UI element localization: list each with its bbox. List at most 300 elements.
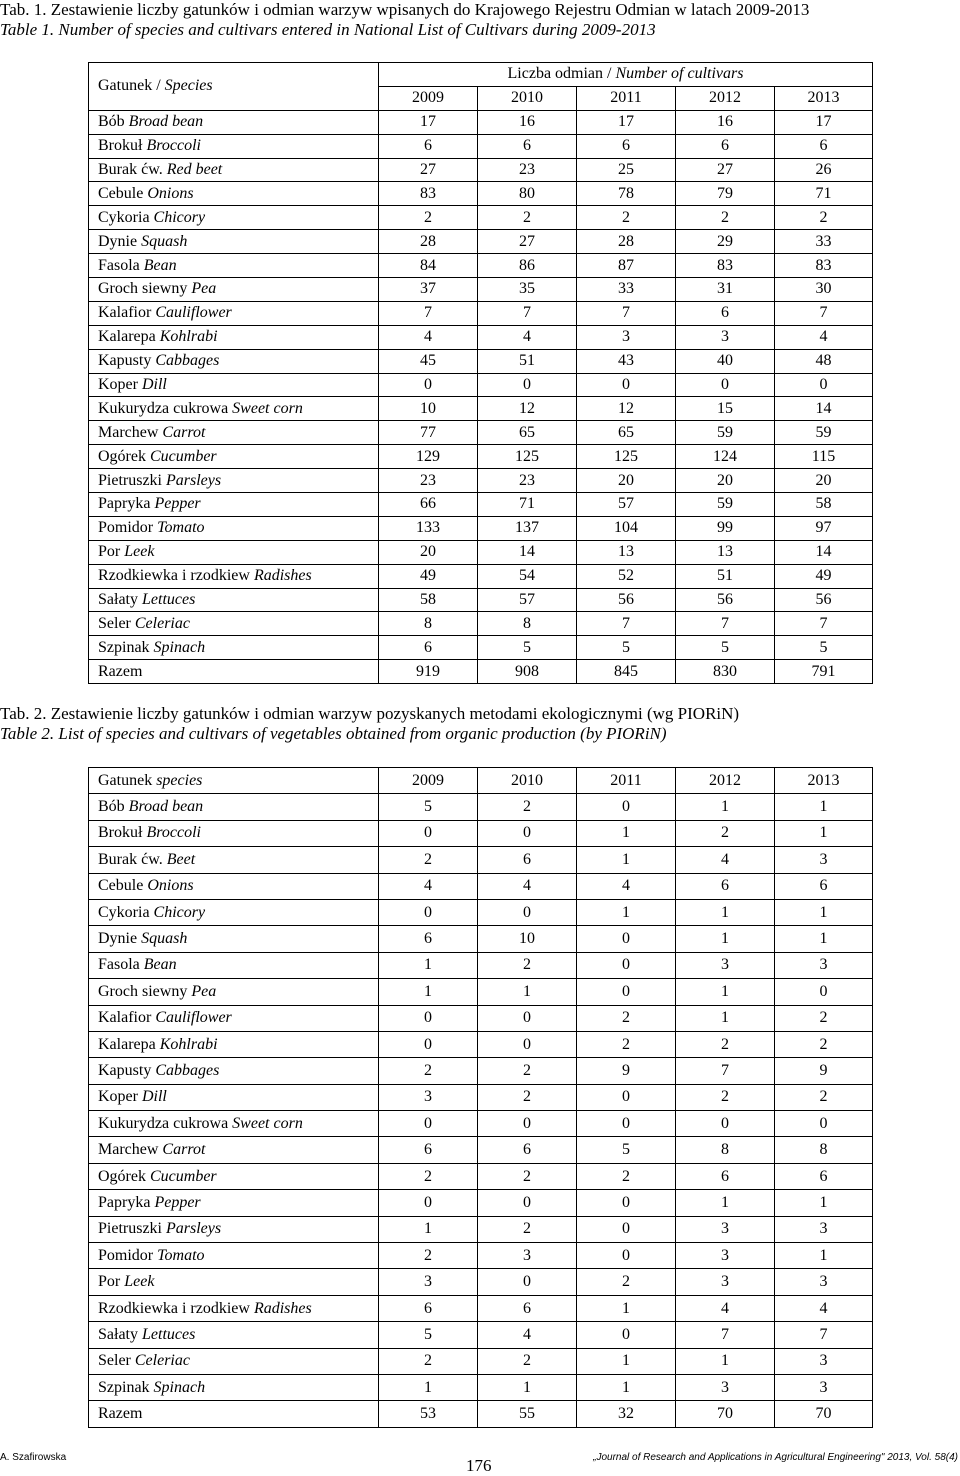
value-cell: 1 [577, 1295, 676, 1321]
value-cell: 23 [478, 158, 577, 182]
value-cell: 57 [478, 588, 577, 612]
value-cell: 0 [577, 952, 676, 978]
value-cell: 1 [775, 899, 873, 925]
species-name-pl: Bób [98, 113, 129, 131]
species-cell [89, 979, 379, 1005]
value-cell: 2 [478, 1348, 577, 1374]
species-name-pl: Kukurydza cukrowa [98, 1114, 233, 1132]
value-cell: 8 [775, 1137, 873, 1163]
value-cell: 1 [775, 926, 873, 952]
value-cell: 70 [676, 1401, 775, 1427]
species-name-en: Broad bean [128, 113, 204, 131]
species-name-en: Squash [141, 232, 188, 250]
species-name-en: Cabbages [155, 1061, 220, 1079]
table-row [89, 926, 873, 952]
value-cell: 0 [577, 794, 676, 820]
value-cell: 3 [775, 1348, 873, 1374]
table-row [89, 516, 873, 540]
value-cell: 3 [775, 847, 873, 873]
value-cell: 2 [775, 206, 873, 230]
value-cell: 1 [577, 1348, 676, 1374]
species-name-en: Chicory [153, 903, 206, 921]
value-cell: 7 [379, 301, 478, 325]
species-cell [89, 158, 379, 182]
value-cell: 129 [379, 445, 478, 469]
table2-species-header [89, 768, 379, 794]
value-cell: 0 [478, 373, 577, 397]
value-cell: 2 [478, 1084, 577, 1110]
value-cell: 1 [676, 926, 775, 952]
value-cell: 104 [577, 516, 676, 540]
species-name-en: Dill [141, 376, 167, 394]
table-row [89, 564, 873, 588]
value-cell: 5 [577, 1137, 676, 1163]
value-cell: 83 [676, 254, 775, 278]
value-cell: 17 [379, 110, 478, 134]
value-cell: 28 [577, 230, 676, 254]
value-cell: 0 [379, 1190, 478, 1216]
species-name-pl: Fasola [98, 956, 144, 974]
species-name-pl: Kalafior [98, 304, 156, 322]
table2-caption-en-text: Table 2. List of species and cultivars of vegetables obtained from organic production (by PIORiN) [0, 724, 667, 743]
value-cell: 5 [379, 794, 478, 820]
species-name-pl: Seler [98, 614, 135, 632]
table1-caption-en-text: Table 1. Number of species and cultivars entered in National List of Cultivars during 2009-2013 [0, 20, 656, 39]
table1-cultivars-header-pl: Liczba odmian / [507, 65, 616, 83]
species-name-pl: Razem [98, 662, 143, 680]
species-name-en: Pea [191, 280, 217, 298]
value-cell: 3 [775, 1216, 873, 1242]
table-row [89, 1401, 873, 1427]
value-cell: 37 [379, 278, 478, 302]
species-cell [89, 1322, 379, 1348]
table-row [89, 110, 873, 134]
table-row [89, 952, 873, 978]
value-cell: 5 [577, 636, 676, 660]
value-cell: 52 [577, 564, 676, 588]
value-cell: 7 [577, 612, 676, 636]
value-cell: 908 [478, 660, 577, 684]
value-cell: 0 [478, 1005, 577, 1031]
table1-caption-pl: Tab. 1. Zestawienie liczby gatunków i odmian warzyw wpisanych do Krajowego Rejestru Odmian w latach 2009-2013 [0, 0, 810, 19]
table-row [89, 820, 873, 846]
value-cell: 10 [478, 926, 577, 952]
table2-year-header: 2010 [478, 768, 577, 794]
value-cell: 0 [478, 1269, 577, 1295]
species-name-en: Parsleys [166, 471, 222, 489]
value-cell: 0 [577, 1243, 676, 1269]
value-cell: 4 [775, 325, 873, 349]
value-cell: 14 [478, 540, 577, 564]
value-cell: 0 [577, 979, 676, 1005]
value-cell: 20 [577, 469, 676, 493]
species-name-pl: Pomidor [98, 519, 158, 537]
value-cell: 59 [676, 493, 775, 517]
species-name-en: Radishes [253, 567, 312, 585]
species-name-pl: Sałaty [98, 591, 142, 609]
value-cell: 5 [775, 636, 873, 660]
species-cell [89, 373, 379, 397]
value-cell: 84 [379, 254, 478, 278]
species-name-en: Kohlrabi [159, 1035, 218, 1053]
species-cell [89, 820, 379, 846]
species-name-pl: Burak ćw. [98, 161, 167, 178]
species-cell [89, 1374, 379, 1400]
value-cell: 83 [379, 182, 478, 206]
table-row [89, 1295, 873, 1321]
table1-year-header: 2012 [676, 86, 775, 110]
value-cell: 125 [478, 445, 577, 469]
species-name-en: Leek [124, 543, 155, 561]
species-name-pl: Szpinak [98, 1378, 154, 1396]
value-cell: 2 [478, 794, 577, 820]
value-cell: 1 [676, 979, 775, 1005]
species-name-en: Carrot [162, 423, 206, 441]
species-name-en: Celeriac [134, 1352, 190, 1370]
value-cell: 2 [676, 1031, 775, 1057]
species-name-en: Onions [147, 877, 194, 895]
value-cell: 10 [379, 397, 478, 421]
table2-header-row [89, 768, 873, 794]
value-cell: 65 [478, 421, 577, 445]
value-cell: 0 [577, 926, 676, 952]
table1-year-header: 2009 [379, 86, 478, 110]
species-name-en: Tomato [157, 1246, 205, 1264]
value-cell: 51 [478, 349, 577, 373]
value-cell: 4 [379, 325, 478, 349]
value-cell: 32 [577, 1401, 676, 1427]
value-cell: 66 [379, 493, 478, 517]
table1-cultivars-header-en: Number of cultivars [615, 65, 744, 83]
table1-species-header-en: Species [164, 77, 213, 95]
species-name-en: Red beet [166, 161, 223, 178]
species-cell [89, 254, 379, 278]
species-name-en: Carrot [162, 1141, 206, 1159]
table1-year-header: 2013 [775, 86, 873, 110]
value-cell: 0 [775, 373, 873, 397]
species-name-pl: Bób [98, 798, 129, 816]
value-cell: 58 [775, 493, 873, 517]
value-cell: 0 [478, 820, 577, 846]
value-cell: 33 [775, 230, 873, 254]
value-cell: 23 [478, 469, 577, 493]
table-row [89, 373, 873, 397]
species-name-en: Kohlrabi [159, 328, 218, 346]
species-name-en: Cucumber [149, 447, 217, 465]
value-cell: 2 [379, 1058, 478, 1084]
table-row [89, 206, 873, 230]
value-cell: 14 [775, 540, 873, 564]
value-cell: 845 [577, 660, 676, 684]
value-cell: 70 [775, 1401, 873, 1427]
value-cell: 4 [478, 325, 577, 349]
table-row [89, 1243, 873, 1269]
table-row [89, 158, 873, 182]
value-cell: 2 [379, 847, 478, 873]
value-cell: 2 [676, 1084, 775, 1110]
value-cell: 12 [478, 397, 577, 421]
value-cell: 3 [379, 1269, 478, 1295]
value-cell: 919 [379, 660, 478, 684]
species-cell [89, 1084, 379, 1110]
value-cell: 124 [676, 445, 775, 469]
species-name-pl: Brokuł [98, 824, 147, 842]
table2-species-header-pl: Gatunek [98, 771, 157, 789]
species-name-en: Cauliflower [155, 1009, 232, 1027]
species-name-en: Broad bean [128, 798, 204, 816]
species-name-pl: Por [98, 1273, 125, 1291]
table-row [89, 873, 873, 899]
table-row [89, 847, 873, 873]
value-cell: 1 [379, 1374, 478, 1400]
table1-body [89, 110, 873, 683]
species-name-en: Onions [147, 184, 194, 202]
value-cell: 3 [676, 1216, 775, 1242]
value-cell: 16 [478, 110, 577, 134]
value-cell: 0 [379, 899, 478, 925]
species-cell [89, 564, 379, 588]
value-cell: 29 [676, 230, 775, 254]
species-name-en: Bean [143, 256, 177, 274]
species-cell [89, 301, 379, 325]
value-cell: 23 [379, 469, 478, 493]
value-cell: 12 [577, 397, 676, 421]
value-cell: 55 [478, 1401, 577, 1427]
species-cell [89, 1031, 379, 1057]
species-name-pl: Koper [98, 1088, 142, 1106]
species-name-pl: Cykoria [98, 903, 154, 921]
value-cell: 5 [379, 1322, 478, 1348]
value-cell: 5 [478, 636, 577, 660]
value-cell: 3 [676, 1374, 775, 1400]
species-cell [89, 445, 379, 469]
species-cell [89, 899, 379, 925]
species-name-pl: Cykoria [98, 208, 154, 226]
table2-year-header: 2012 [676, 768, 775, 794]
value-cell: 1 [676, 1190, 775, 1216]
species-cell [89, 847, 379, 873]
value-cell: 1 [775, 794, 873, 820]
species-name-pl: Sałaty [98, 1325, 142, 1343]
value-cell: 115 [775, 445, 873, 469]
table2-body [89, 794, 873, 1427]
species-cell [89, 325, 379, 349]
table-row [89, 254, 873, 278]
species-name-en: Chicory [153, 208, 206, 226]
value-cell: 53 [379, 1401, 478, 1427]
value-cell: 9 [577, 1058, 676, 1084]
footer-journal [593, 1452, 958, 1463]
species-cell [89, 110, 379, 134]
value-cell: 5 [676, 636, 775, 660]
value-cell: 6 [775, 1163, 873, 1189]
species-cell [89, 1216, 379, 1242]
table-row [89, 660, 873, 684]
value-cell: 137 [478, 516, 577, 540]
table2-caption-pl: Tab. 2. Zestawienie liczby gatunków i odmian warzyw pozyskanych metodami ekologicznymi (wg PIORiN) [0, 704, 740, 723]
table-row [89, 1190, 873, 1216]
species-name-en: Cabbages [155, 352, 220, 370]
species-name-en: Sweet corn [232, 1114, 303, 1132]
species-name-en: Spinach [153, 1378, 206, 1396]
species-name-pl: Seler [98, 1352, 135, 1370]
value-cell: 1 [478, 979, 577, 1005]
species-cell [89, 1005, 379, 1031]
table1-header-row [89, 63, 873, 87]
species-name-pl: Ogórek [98, 1167, 150, 1185]
value-cell: 4 [676, 1295, 775, 1321]
value-cell: 1 [577, 899, 676, 925]
value-cell: 6 [775, 134, 873, 158]
species-name-pl: Groch siewny [98, 280, 192, 298]
table-row [89, 325, 873, 349]
value-cell: 20 [775, 469, 873, 493]
value-cell: 57 [577, 493, 676, 517]
species-name-pl: Kalafior [98, 1009, 156, 1027]
value-cell: 14 [775, 397, 873, 421]
value-cell: 17 [577, 110, 676, 134]
species-name-pl: Pietruszki [98, 471, 166, 489]
value-cell: 28 [379, 230, 478, 254]
page-number: 176 [466, 1456, 492, 1475]
species-name-en: Cauliflower [155, 304, 232, 322]
value-cell: 33 [577, 278, 676, 302]
value-cell: 6 [676, 134, 775, 158]
value-cell: 0 [676, 373, 775, 397]
table-row [89, 182, 873, 206]
value-cell: 2 [379, 1348, 478, 1374]
species-cell [89, 1058, 379, 1084]
species-name-pl: Pietruszki [98, 1220, 166, 1238]
value-cell: 27 [379, 158, 478, 182]
value-cell: 8 [379, 612, 478, 636]
table-row [89, 979, 873, 1005]
species-name-pl: Kapusty [98, 352, 156, 370]
value-cell: 125 [577, 445, 676, 469]
species-cell [89, 516, 379, 540]
species-cell [89, 636, 379, 660]
value-cell: 3 [379, 1084, 478, 1110]
value-cell: 13 [676, 540, 775, 564]
value-cell: 2 [478, 1058, 577, 1084]
value-cell: 0 [775, 1111, 873, 1137]
value-cell: 1 [577, 1374, 676, 1400]
value-cell: 56 [577, 588, 676, 612]
value-cell: 7 [775, 1322, 873, 1348]
value-cell: 6 [379, 1137, 478, 1163]
species-cell [89, 1401, 379, 1427]
species-cell [89, 397, 379, 421]
species-name-en: Pepper [154, 1193, 201, 1211]
value-cell: 6 [379, 1295, 478, 1321]
species-name-en: Pea [191, 982, 217, 1000]
value-cell: 43 [577, 349, 676, 373]
table-row [89, 1269, 873, 1295]
value-cell: 1 [775, 1243, 873, 1269]
table-row [89, 301, 873, 325]
species-name-en: Radishes [253, 1299, 312, 1317]
value-cell: 7 [676, 612, 775, 636]
species-cell [89, 1269, 379, 1295]
value-cell: 0 [478, 1190, 577, 1216]
value-cell: 2 [379, 1243, 478, 1269]
value-cell: 79 [676, 182, 775, 206]
value-cell: 6 [478, 134, 577, 158]
value-cell: 8 [676, 1137, 775, 1163]
table-row [89, 1111, 873, 1137]
value-cell: 80 [478, 182, 577, 206]
table1-species-header [89, 63, 379, 111]
table-row [89, 230, 873, 254]
value-cell: 83 [775, 254, 873, 278]
value-cell: 7 [676, 1322, 775, 1348]
value-cell: 1 [676, 794, 775, 820]
value-cell: 0 [379, 1111, 478, 1137]
value-cell: 3 [676, 1243, 775, 1269]
value-cell: 8 [478, 612, 577, 636]
value-cell: 6 [478, 1137, 577, 1163]
value-cell: 25 [577, 158, 676, 182]
species-name-en: Pepper [154, 495, 201, 513]
species-cell [89, 588, 379, 612]
value-cell: 133 [379, 516, 478, 540]
table-row [89, 421, 873, 445]
species-name-pl: Marchew [98, 1141, 163, 1159]
footer-author: A. Szafirowska [0, 1452, 67, 1463]
species-cell [89, 421, 379, 445]
species-name-pl: Groch siewny [98, 982, 192, 1000]
value-cell: 0 [379, 820, 478, 846]
species-cell [89, 660, 379, 684]
species-name-en: Spinach [153, 638, 206, 656]
value-cell: 0 [379, 1031, 478, 1057]
value-cell: 2 [577, 1005, 676, 1031]
value-cell: 56 [676, 588, 775, 612]
value-cell: 6 [775, 873, 873, 899]
value-cell: 0 [478, 1111, 577, 1137]
table-row [89, 469, 873, 493]
value-cell: 51 [676, 564, 775, 588]
table-row [89, 1058, 873, 1084]
value-cell: 49 [379, 564, 478, 588]
table-row [89, 1348, 873, 1374]
species-cell [89, 1137, 379, 1163]
value-cell: 0 [577, 1216, 676, 1242]
species-name-en: Celeriac [134, 614, 190, 632]
value-cell: 6 [478, 1295, 577, 1321]
species-name-en: Broccoli [146, 824, 201, 842]
value-cell: 3 [775, 1374, 873, 1400]
species-cell [89, 926, 379, 952]
value-cell: 0 [478, 1031, 577, 1057]
table-row [89, 612, 873, 636]
species-name-pl: Dynie [98, 232, 142, 250]
value-cell: 1 [676, 1348, 775, 1374]
value-cell: 1 [379, 952, 478, 978]
value-cell: 830 [676, 660, 775, 684]
value-cell: 0 [577, 373, 676, 397]
value-cell: 6 [379, 636, 478, 660]
species-cell [89, 493, 379, 517]
table1-year-header: 2011 [577, 86, 676, 110]
value-cell: 2 [577, 1269, 676, 1295]
value-cell: 27 [676, 158, 775, 182]
value-cell: 2 [676, 820, 775, 846]
table-row [89, 1084, 873, 1110]
species-name-en: Broccoli [146, 137, 201, 155]
value-cell: 2 [676, 206, 775, 230]
table1-species-header-pl: Gatunek / [98, 77, 165, 95]
